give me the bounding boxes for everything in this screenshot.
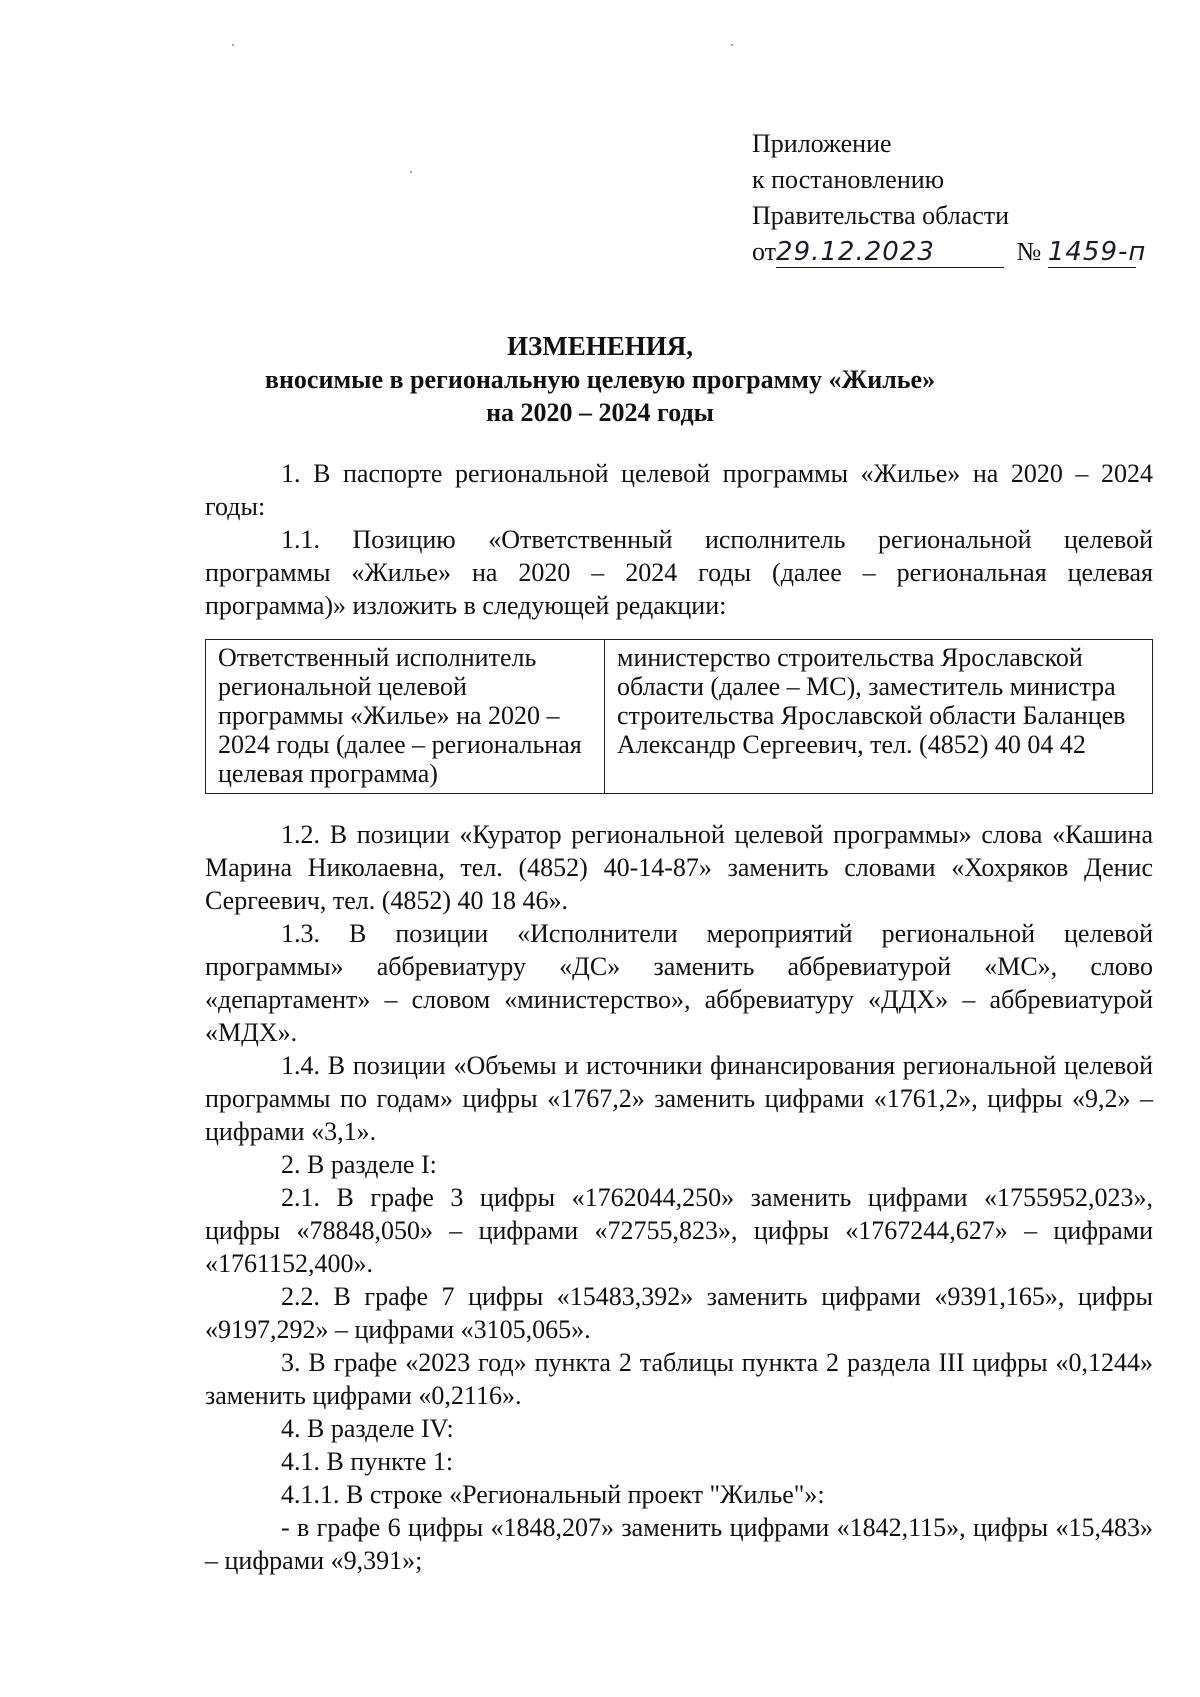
appendix-line-3: Правительства области <box>752 201 1010 230</box>
date-prefix: от <box>752 237 777 266</box>
appendix-line-1: Приложение <box>752 129 892 158</box>
paragraph: 1.1. Позицию «Ответственный исполнитель региональной целевой программы «Жилье» на 2020 – 2024 годы (далее – региональная целевая программа)» изложить в следующей редакции: <box>205 525 1153 620</box>
paragraph: 1. В паспорте региональной целевой программы «Жилье» на 2020 – 2024 годы: <box>205 459 1153 521</box>
scan-speck <box>232 44 234 46</box>
paragraph: 2.2. В графе 7 цифры «15483,392» заменить цифрами «9391,165», цифры «9197,292» – цифрами «3105,065». <box>205 1282 1153 1344</box>
appendix-header <box>752 126 1147 270</box>
paragraph: 4. В разделе IV: <box>281 1414 454 1443</box>
paragraph: - в графе 6 цифры «1848,207» заменить цифрами «1842,115», цифры «15,483» – цифрами «9,391»; <box>205 1513 1153 1575</box>
table-cell-label: Ответственный исполнитель региональной целевой программы «Жилье» на 2020 – 2024 годы (далее – региональная целевая программа) <box>206 640 605 794</box>
document-title <box>0 330 1200 429</box>
paragraph: 4.1. В пункте 1: <box>281 1447 454 1476</box>
appendix-line-2: к постановлению <box>752 165 945 194</box>
paragraph: 1.3. В позиции «Исполнители мероприятий региональной целевой программы» аббревиатуру «ДС» заменить аббревиатурой «МС», слово «департамент» – словом «министерство», аббревиатуру «ДДХ» – аббревиатурой «МДХ». <box>205 919 1153 1047</box>
responsible-executor-table <box>205 639 1153 794</box>
title-line-2: вносимые в региональную целевую программу «Жилье» <box>264 365 936 394</box>
handwritten-number: 1459-п <box>1047 237 1147 267</box>
scan-speck <box>731 44 733 46</box>
paragraph: 3. В графе «2023 год» пункта 2 таблицы пункта 2 раздела III цифры «0,1244» заменить цифрами «0,2116». <box>205 1348 1153 1410</box>
title-main: ИЗМЕНЕНИЯ, <box>506 331 693 361</box>
document-body <box>205 457 1153 1577</box>
scan-speck <box>410 171 412 173</box>
paragraph: 1.4. В позиции «Объемы и источники финансирования региональной целевой программы по годам» цифры «1767,2» заменить цифрами «1761,2», цифры «9,2» – цифрами «3,1». <box>205 1051 1153 1146</box>
table-cell-value: министерство строительства Ярославской области (далее – МС), заместитель министра строительства Ярославской области Баланцев Александр Сергеевич, тел. (4852) 40 04 42 <box>605 640 1153 794</box>
paragraph: 2.1. В графе 3 цифры «1762044,250» заменить цифрами «1755952,023», цифры «78848,050» – цифрами «72755,823», цифры «1767244,627» – цифрами «1761152,400». <box>205 1183 1153 1278</box>
appendix-date-number-line <box>752 234 1147 270</box>
paragraph: 4.1.1. В строке «Региональный проект "Жилье"»: <box>281 1480 825 1509</box>
paragraph: 1.2. В позиции «Куратор региональной целевой программы» слова «Кашина Марина Николаевна, тел. (4852) 40-14-87» заменить словами «Хохряков Денис Сергеевич, тел. (4852) 40 18 46». <box>205 820 1153 915</box>
paragraph: 2. В разделе I: <box>281 1150 437 1179</box>
table-row <box>206 640 1153 794</box>
number-prefix: № <box>1016 237 1042 266</box>
handwritten-date: 29.12.2023 <box>776 237 935 267</box>
title-line-3: на 2020 – 2024 годы <box>486 398 714 427</box>
